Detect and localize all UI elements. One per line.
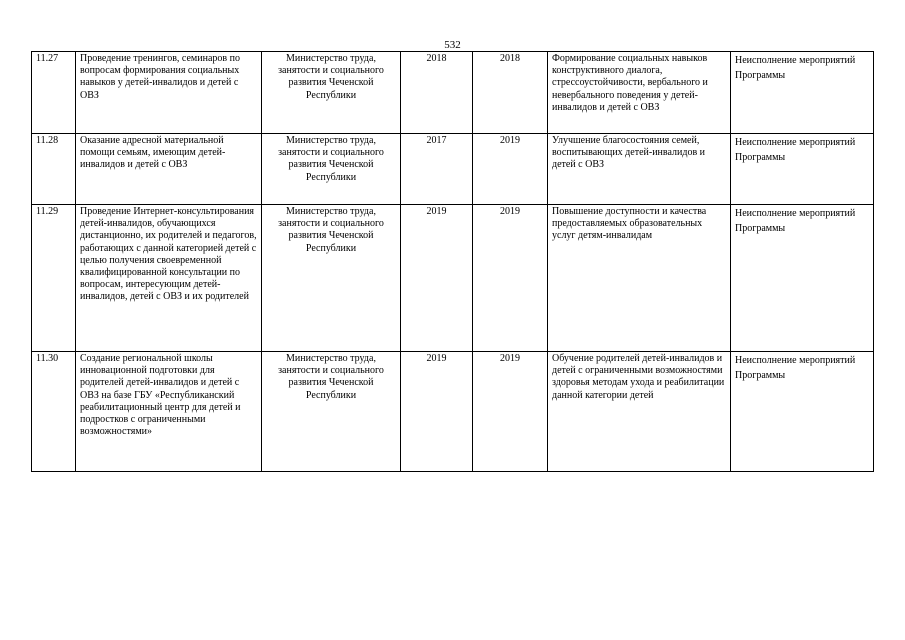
expected-result-cell: Повышение доступности и качества предоставляемых образовательных услуг детям-инвалидам bbox=[548, 205, 731, 352]
end-year-cell: 2019 bbox=[473, 205, 548, 352]
executor-cell: Министерство труда, занятости и социального развития Чеченской Республики bbox=[262, 352, 401, 472]
event-description-cell: Проведение Интернет-консультирования детей-инвалидов, обучающихся дистанционно, их родителей и педагогов, работающих с данной категорией детей с целью получения своевременной квалифицированной консультации по вопросам, интересующим детей-инвалидов, детей с ОВЗ и их родителей bbox=[76, 205, 262, 352]
risk-consequence-cell: Неисполнение мероприятий Программы bbox=[731, 52, 874, 134]
table-row bbox=[32, 52, 874, 134]
executor-cell: Министерство труда, занятости и социального развития Чеченской Республики bbox=[262, 134, 401, 205]
risk-consequence-cell: Неисполнение мероприятий Программы bbox=[731, 352, 874, 472]
executor-cell: Министерство труда, занятости и социального развития Чеченской Республики bbox=[262, 52, 401, 134]
executor-cell: Министерство труда, занятости и социального развития Чеченской Республики bbox=[262, 205, 401, 352]
item-number-cell: 11.30 bbox=[32, 352, 76, 472]
item-number-cell: 11.28 bbox=[32, 134, 76, 205]
end-year-cell: 2019 bbox=[473, 352, 548, 472]
item-number-cell: 11.27 bbox=[32, 52, 76, 134]
item-number-cell: 11.29 bbox=[32, 205, 76, 352]
end-year-cell: 2019 bbox=[473, 134, 548, 205]
expected-result-cell: Обучение родителей детей-инвалидов и детей с ограниченными возможностями здоровья методам ухода и реабилитации данной категории детей bbox=[548, 352, 731, 472]
end-year-cell: 2018 bbox=[473, 52, 548, 134]
start-year-cell: 2019 bbox=[401, 205, 473, 352]
table-row bbox=[32, 134, 874, 205]
event-description-cell: Проведение тренингов, семинаров по вопросам формирования социальных навыков у детей-инвалидов и детей с ОВЗ bbox=[76, 52, 262, 134]
event-description-cell: Оказание адресной материальной помощи семьям, имеющим детей-инвалидов и детей с ОВЗ bbox=[76, 134, 262, 205]
expected-result-cell: Формирование социальных навыков конструктивного диалога, стрессоустойчивости, вербального и невербального поведения у детей-инвалидов и детей с ОВЗ bbox=[548, 52, 731, 134]
risk-consequence-cell: Неисполнение мероприятий Программы bbox=[731, 134, 874, 205]
expected-result-cell: Улучшение благосостояния семей, воспитывающих детей-инвалидов и детей с ОВЗ bbox=[548, 134, 731, 205]
start-year-cell: 2019 bbox=[401, 352, 473, 472]
start-year-cell: 2018 bbox=[401, 52, 473, 134]
table-row bbox=[32, 205, 874, 352]
event-description-cell: Создание региональной школы инновационной подготовки для родителей детей-инвалидов и детей с ОВЗ на базе ГБУ «Республиканский реабилитационный центр для детей и подростков с ограниченными возможностями» bbox=[76, 352, 262, 472]
start-year-cell: 2017 bbox=[401, 134, 473, 205]
table-row bbox=[32, 352, 874, 472]
risk-consequence-cell: Неисполнение мероприятий Программы bbox=[731, 205, 874, 352]
program-activities-table bbox=[31, 51, 874, 472]
page-number: 532 bbox=[444, 39, 461, 51]
